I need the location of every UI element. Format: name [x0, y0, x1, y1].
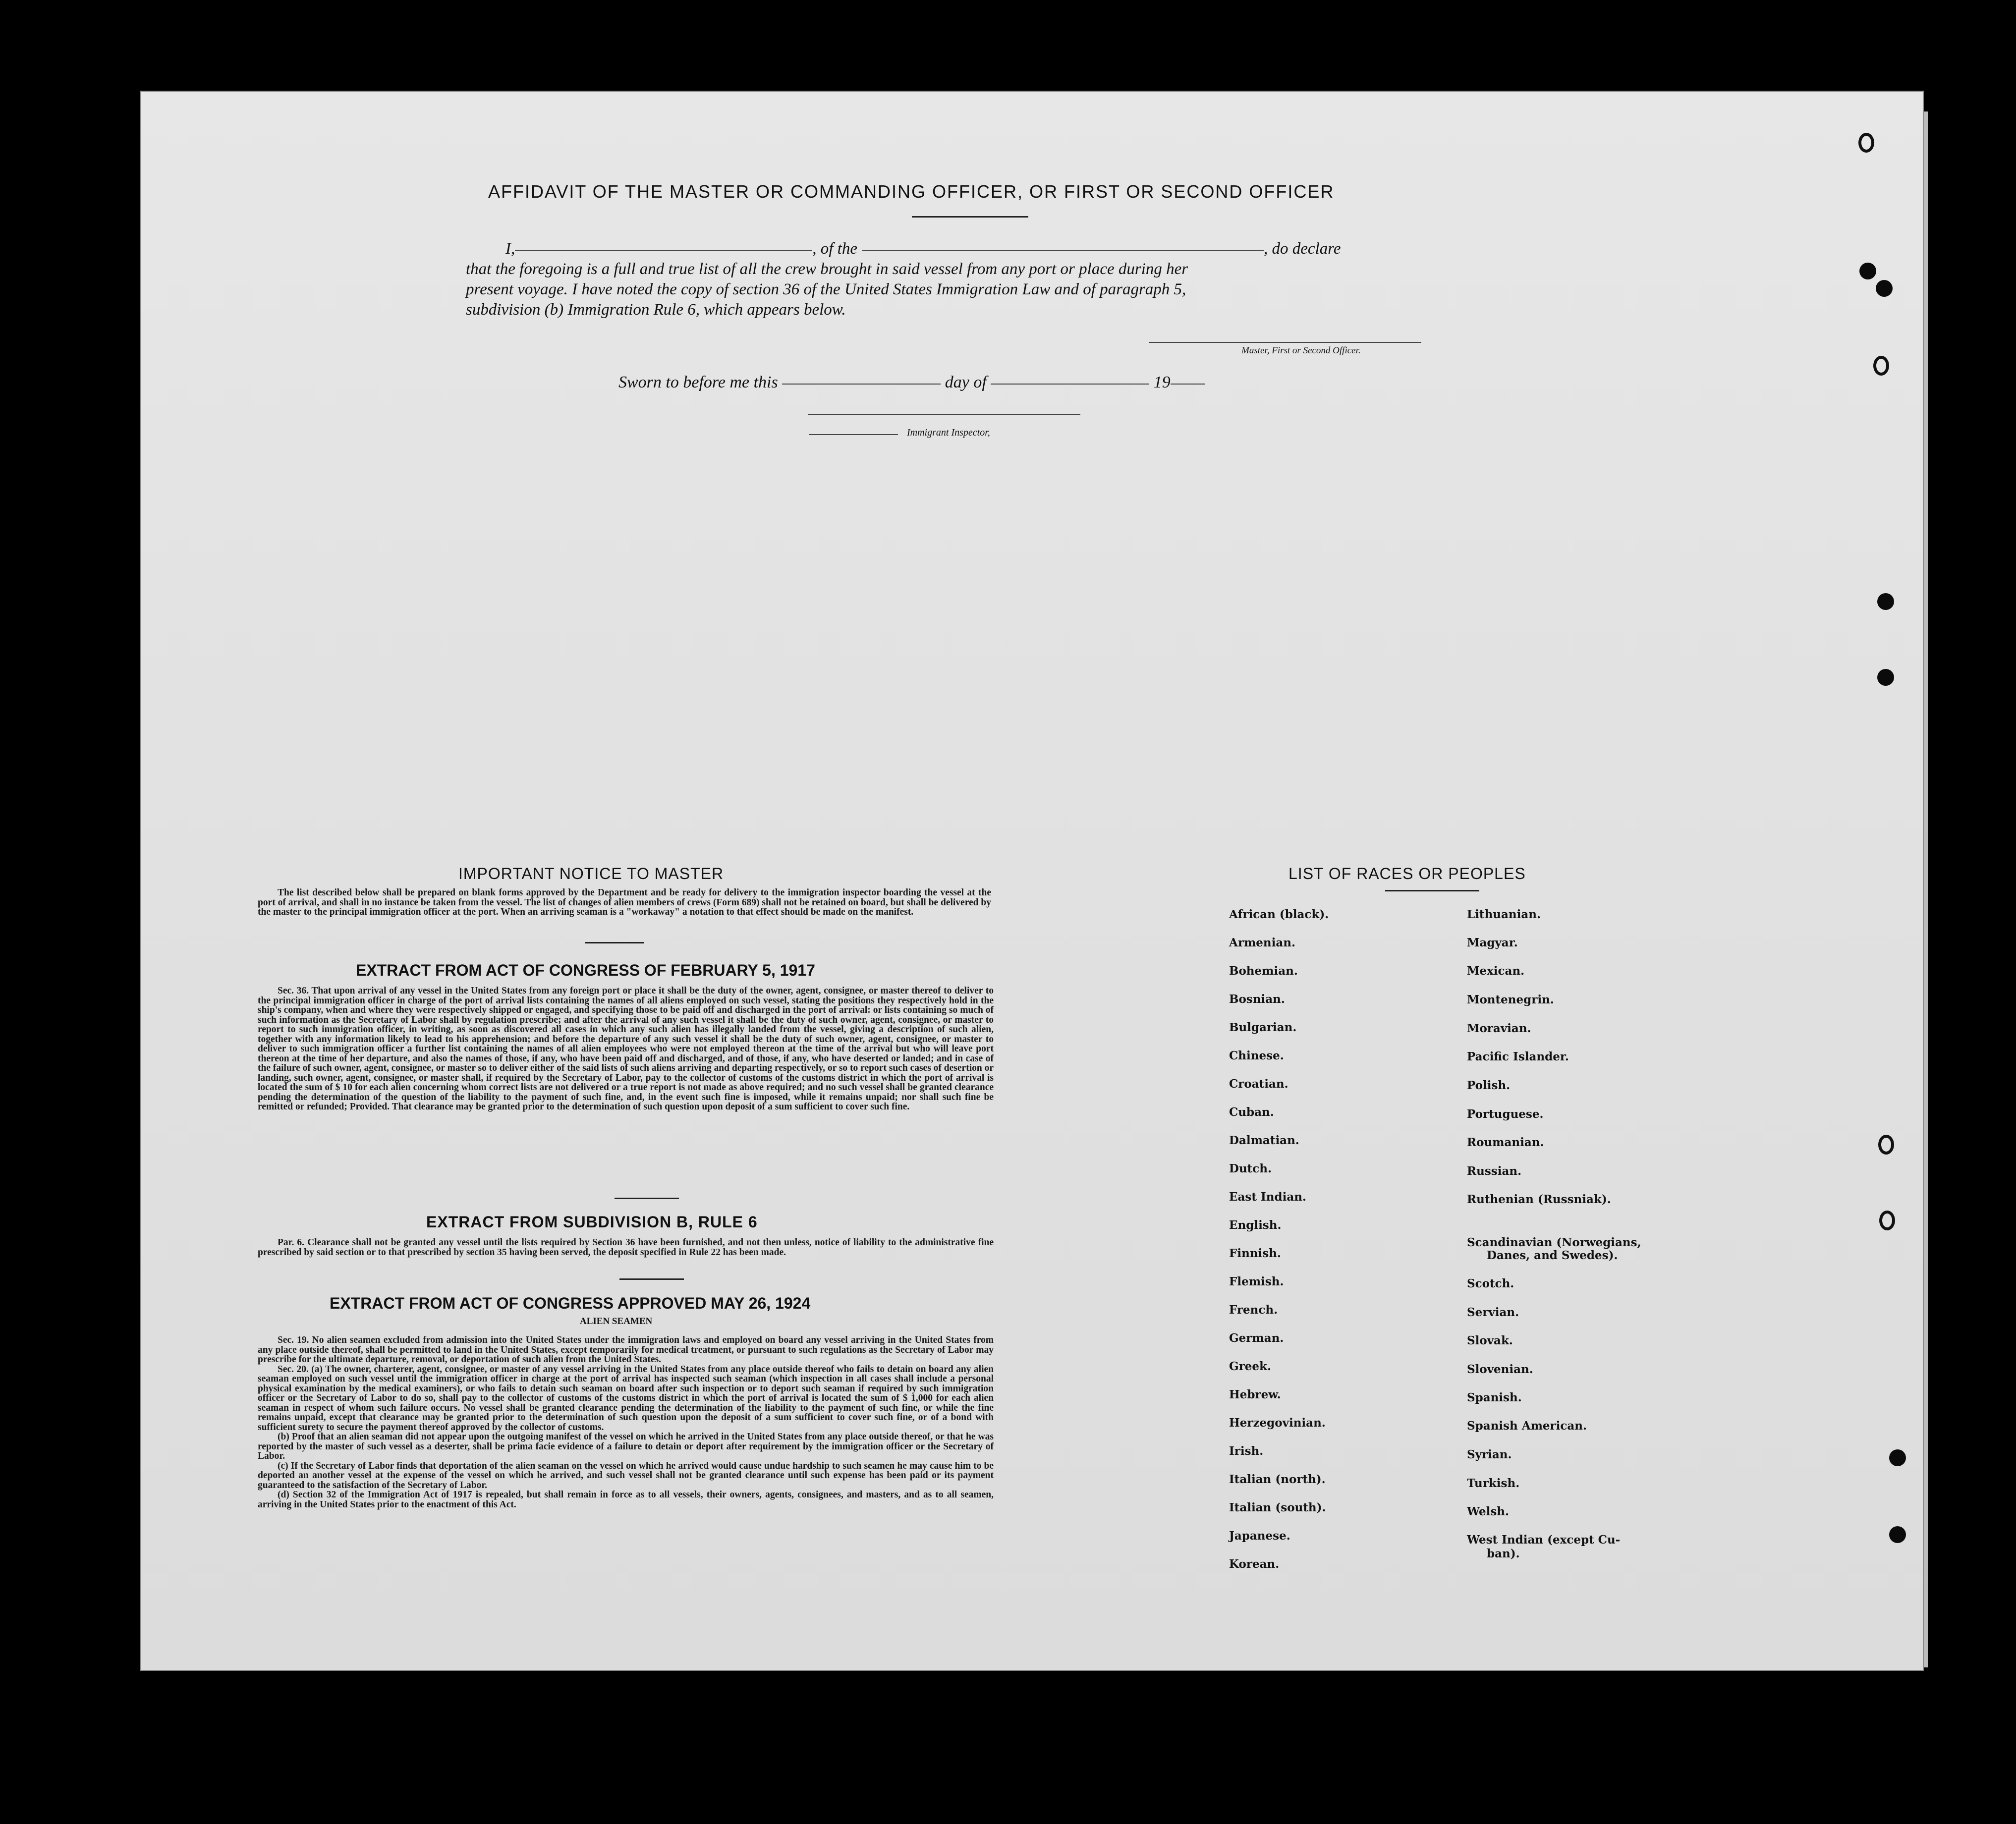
- sworn-day-of: day of: [945, 373, 987, 391]
- section-36-paragraph: Sec. 36. That upon arrival of any vessel in the United States from any foreign port or place it shall be the duty of the owner, agent, consignee, or master thereof to deliver to the principal immigration officer in charge of the port of arrival lists containing the names of all aliens employed on such vessel, stating the positions they respectively hold in the ship's company, when and where they were respectively shipped or engaged, and specifying those to be paid off and discharged in the port of arrival: or lists containing so much of such information as the Secretary of Labor shall by regulation prescribe; and after the arrival of any such vessel it shall be the duty of such owner, agent, consignee, or master to report to such immigration officer, in writing, as soon as discovered all cases in which any such alien has illegally landed from the vessel, giving a description of such alien, together with any information likely to lead to his apprehension; and before the departure of any such vessel it shall be the duty of such owner, agent, consignee, or master to deliver to such immigration officer a further list containing the names of all alien employees who were not employed thereon at the time of the arrival but who will leave port thereon at the time of her departure, and also the names of those, if any, who have been paid off and discharged, and of those, if any, who have deserted or landed; and in case of the failure of such owner, agent, consignee, or master so to deliver either of the said lists of such aliens arriving and departing respectively, or so to report such cases of desertion or landing, such owner, agent, consignee, or master shall, if required by the Secretary of Labor, pay to the collector of customs of the customs district in which the port of arrival is located the sum of $ 10 for each alien concerning whom correct lists are not delivered or a true report is not made as above required; and no such vessel shall be granted clearance pending the determination of the question of the liability to the payment of such fine, and, in the event such fine is imposed, while it remains unpaid; nor shall such fine be remitted or refunded; Provided. That clearance may be granted prior to the determination of such question upon deposit of a sum sufficient to cover such fine.: [258, 986, 994, 1112]
- race-item: German.: [1229, 1331, 1284, 1345]
- race-item: Flemish.: [1229, 1275, 1284, 1288]
- sworn-text: Sworn to before me this: [618, 373, 778, 391]
- race-item: Moravian.: [1467, 1022, 1531, 1035]
- race-item: Dalmatian.: [1229, 1134, 1299, 1147]
- race-item: Herzegovinian.: [1229, 1416, 1326, 1430]
- notice-rule: [585, 942, 644, 943]
- punch-hole-icon: [1878, 1135, 1894, 1155]
- extract-rule6-text: [258, 1238, 994, 1257]
- race-item: Welsh.: [1467, 1505, 1510, 1518]
- name-blank[interactable]: [515, 249, 812, 251]
- affidavit-i: I,: [505, 240, 515, 258]
- extract-1924-text: [258, 1335, 994, 1509]
- race-item: French.: [1229, 1303, 1278, 1317]
- race-item: Irish.: [1229, 1444, 1264, 1458]
- race-item: Polish.: [1467, 1079, 1511, 1092]
- race-item: Lithuanian.: [1467, 908, 1541, 921]
- race-item: Scotch.: [1467, 1277, 1514, 1290]
- race-item: West Indian (except Cu-: [1467, 1533, 1621, 1547]
- sworn-month-blank[interactable]: [991, 383, 1149, 385]
- punch-hole-icon: [1858, 133, 1874, 153]
- affidavit-title: AFFIDAVIT OF THE MASTER OR COMMANDING OFFICER, OR FIRST OR SECOND OFFICER: [488, 181, 1335, 202]
- inspector-label: Immigrant Inspector,: [907, 427, 990, 438]
- punch-hole-icon: [1877, 593, 1894, 610]
- punch-hole-icon: [1873, 356, 1889, 376]
- race-item: Montenegrin.: [1467, 993, 1554, 1006]
- section-20b-paragraph: (b) Proof that an alien seaman did not appear upon the outgoing manifest of the vessel on which he arrived in the United States from any place outside thereof, or that he was reported by the master of such vessel as a deserter, shall be prima facie evidence of a failure to detain or deport after requirement by the immigration officer or the Secretary of Labor.: [258, 1432, 994, 1461]
- race-item: English.: [1229, 1218, 1282, 1232]
- sworn-year: 19: [1153, 373, 1171, 391]
- races-title: LIST OF RACES OR PEOPLES: [1288, 865, 1526, 883]
- affidavit-line-2: that the foregoing is a full and true list of all the crew brought in said vessel from any port or place during her: [466, 260, 1188, 278]
- race-item: Pacific Islander.: [1467, 1050, 1569, 1063]
- punch-hole-icon: [1879, 1211, 1895, 1230]
- race-item: Cuban.: [1229, 1105, 1274, 1119]
- section-20d-paragraph: (d) Section 32 of the Immigration Act of 1917 is repealed, but shall remain in force as to all vessels, their owners, agents, consignees, and masters, and as to all seamen, arriving in the United States prior to the enactment of this Act.: [258, 1490, 994, 1510]
- race-item: Hebrew.: [1229, 1388, 1281, 1401]
- punch-hole-icon: [1889, 1449, 1906, 1466]
- sworn-date-blank[interactable]: [782, 383, 941, 385]
- race-item: Scandinavian (Norwegians,: [1467, 1236, 1641, 1249]
- race-item: Turkish.: [1467, 1477, 1520, 1490]
- punch-hole-icon: [1859, 263, 1876, 279]
- race-item: Chinese.: [1229, 1049, 1284, 1062]
- races-title-rule: [1385, 890, 1479, 891]
- section-19-paragraph: Sec. 19. No alien seamen excluded from admission into the United States under the immigration laws and employed on board any vessel arriving in the United States from any place outside thereof, shall be permitted to land in the United States, except temporarily for medical treatment, or pursuant to such regulations as the Secretary of Labor may prescribe for the ultimate departure, removal, or deportation of such alien from the United States.: [258, 1335, 994, 1365]
- punch-hole-icon: [1889, 1526, 1906, 1543]
- race-item: Magyar.: [1467, 936, 1518, 949]
- section-20c-paragraph: (c) If the Secretary of Labor finds that deportation of the alien seaman on the vessel on which he arrived would cause undue hardship to such seamen he may cause him to be deported an another vessel at the expense of the vessel on which he arrived, and such vessel shall not be granted clearance until such expense has been paid or its payment guaranteed to the satisfaction of the Secretary of Labor.: [258, 1460, 994, 1491]
- affidavit-line-4: subdivision (b) Immigration Rule 6, which appears below.: [466, 301, 846, 319]
- affidavit-of-the: , of the: [812, 240, 857, 258]
- punch-hole-icon: [1876, 280, 1893, 297]
- notice-text: [258, 888, 991, 917]
- race-item: Roumanian.: [1467, 1136, 1544, 1149]
- race-item: African (black).: [1229, 908, 1329, 921]
- race-item: Ruthenian (Russniak).: [1467, 1193, 1611, 1206]
- signature-line[interactable]: [1149, 342, 1421, 343]
- inspector-signature-line[interactable]: [808, 414, 1080, 415]
- race-item: Russian.: [1467, 1164, 1522, 1178]
- extract-rule6-rule: [619, 1278, 684, 1280]
- signature-label: Master, First or Second Officer.: [1241, 345, 1361, 356]
- extract-1917-text: [258, 986, 994, 1112]
- race-item: Servian.: [1467, 1306, 1519, 1319]
- affidavit-title-rule: [912, 216, 1028, 218]
- race-item: East Indian.: [1229, 1190, 1306, 1204]
- race-item: Syrian.: [1467, 1448, 1512, 1461]
- race-item: Bosnian.: [1229, 993, 1285, 1006]
- extract-1917-rule: [615, 1198, 679, 1199]
- alien-seamen-subtitle: ALIEN SEAMEN: [580, 1316, 653, 1327]
- notice-title: IMPORTANT NOTICE TO MASTER: [458, 865, 724, 883]
- race-item: Portuguese.: [1467, 1107, 1544, 1121]
- extract-rule6-title: EXTRACT FROM SUBDIVISION B, RULE 6: [426, 1213, 758, 1231]
- sworn-year-blank[interactable]: [1171, 383, 1205, 385]
- race-item: Spanish.: [1467, 1391, 1522, 1404]
- race-item: Italian (south).: [1229, 1501, 1326, 1514]
- race-item: Japanese.: [1229, 1529, 1290, 1543]
- inspector-prefix-line: [809, 434, 898, 435]
- race-item: ban).: [1487, 1547, 1520, 1560]
- race-item: Armenian.: [1229, 936, 1296, 949]
- race-item: Bohemian.: [1229, 964, 1298, 978]
- race-item: Danes, and Swedes).: [1487, 1249, 1618, 1262]
- affidavit-body: [466, 239, 1432, 320]
- race-item: Croatian.: [1229, 1077, 1288, 1091]
- race-item: Mexican.: [1467, 964, 1525, 978]
- race-item: Slovak.: [1467, 1334, 1513, 1347]
- race-item: Finnish.: [1229, 1247, 1281, 1260]
- punch-hole-icon: [1877, 669, 1894, 686]
- sworn-line: [618, 373, 1205, 392]
- race-item: Italian (north).: [1229, 1473, 1326, 1486]
- extract-1917-title: EXTRACT FROM ACT OF CONGRESS OF FEBRUARY 5, 1917: [356, 961, 815, 979]
- race-item: Greek.: [1229, 1360, 1271, 1373]
- affidavit-line-3: present voyage. I have noted the copy of section 36 of the United States Immigration Law and of paragraph 5,: [466, 280, 1186, 298]
- affidavit-line-1: [466, 239, 1432, 259]
- extract-1924-title: EXTRACT FROM ACT OF CONGRESS APPROVED MAY 26, 1924: [330, 1294, 811, 1312]
- race-item: Dutch.: [1229, 1162, 1272, 1175]
- notice-paragraph: The list described below shall be prepared on blank forms approved by the Department and be ready for delivery to the immigration inspector boarding the vessel at the port of arrival, and shall in no instance be taken from the vessel. The list of changes of alien members of crews (Form 689) shall not be retained on board, but shall be delivered by the master to the principal immigration officer at the port. When an arriving seaman is a "workaway" a notation to that effect should be made on the manifest.: [258, 887, 991, 917]
- affidavit-do-declare: , do declare: [1263, 240, 1341, 258]
- race-item: Slovenian.: [1467, 1363, 1533, 1376]
- race-item: Bulgarian.: [1229, 1021, 1297, 1034]
- race-item: Korean.: [1229, 1557, 1280, 1571]
- vessel-blank[interactable]: [862, 249, 1264, 251]
- paragraph-6: Par. 6. Clearance shall not be granted any vessel until the lists required by Section 36 have been furnished, and not then unless, notice of liability to the administrative fine prescribed by said section or to that prescribed by section 35 having been served, the deposit specified in Rule 22 has been made.: [258, 1237, 994, 1258]
- race-item: Spanish American.: [1467, 1419, 1587, 1433]
- section-20a-paragraph: Sec. 20. (a) The owner, charterer, agent, consignee, or master of any vessel arriving in the United States from any place outside thereof who fails to detain on board any alien seaman employed on such vessel until the immigration officer in charge at the port of arrival has inspected such seaman (which inspection in all cases shall include a personal physical examination by the medical examiners), or who fails to detain such seaman on board after such inspection or to deport such seaman if required by such immigration officer or the Secretary of Labor to do so, shall pay to the collector of customs of the customs district in which the port of arrival is located the sum of $ 1,000 for each alien seaman in respect of whom such failure occurs. No vessel shall be granted clearance pending the determination of the liability to the payment of such fine, or while the fine remains unpaid, except that clearance may be granted prior to the determination of such question upon the deposit of a sum sufficient to cover such fine, or of a bond with sufficient surety to secure the payment thereof approved by the collector of customs.: [258, 1364, 994, 1433]
